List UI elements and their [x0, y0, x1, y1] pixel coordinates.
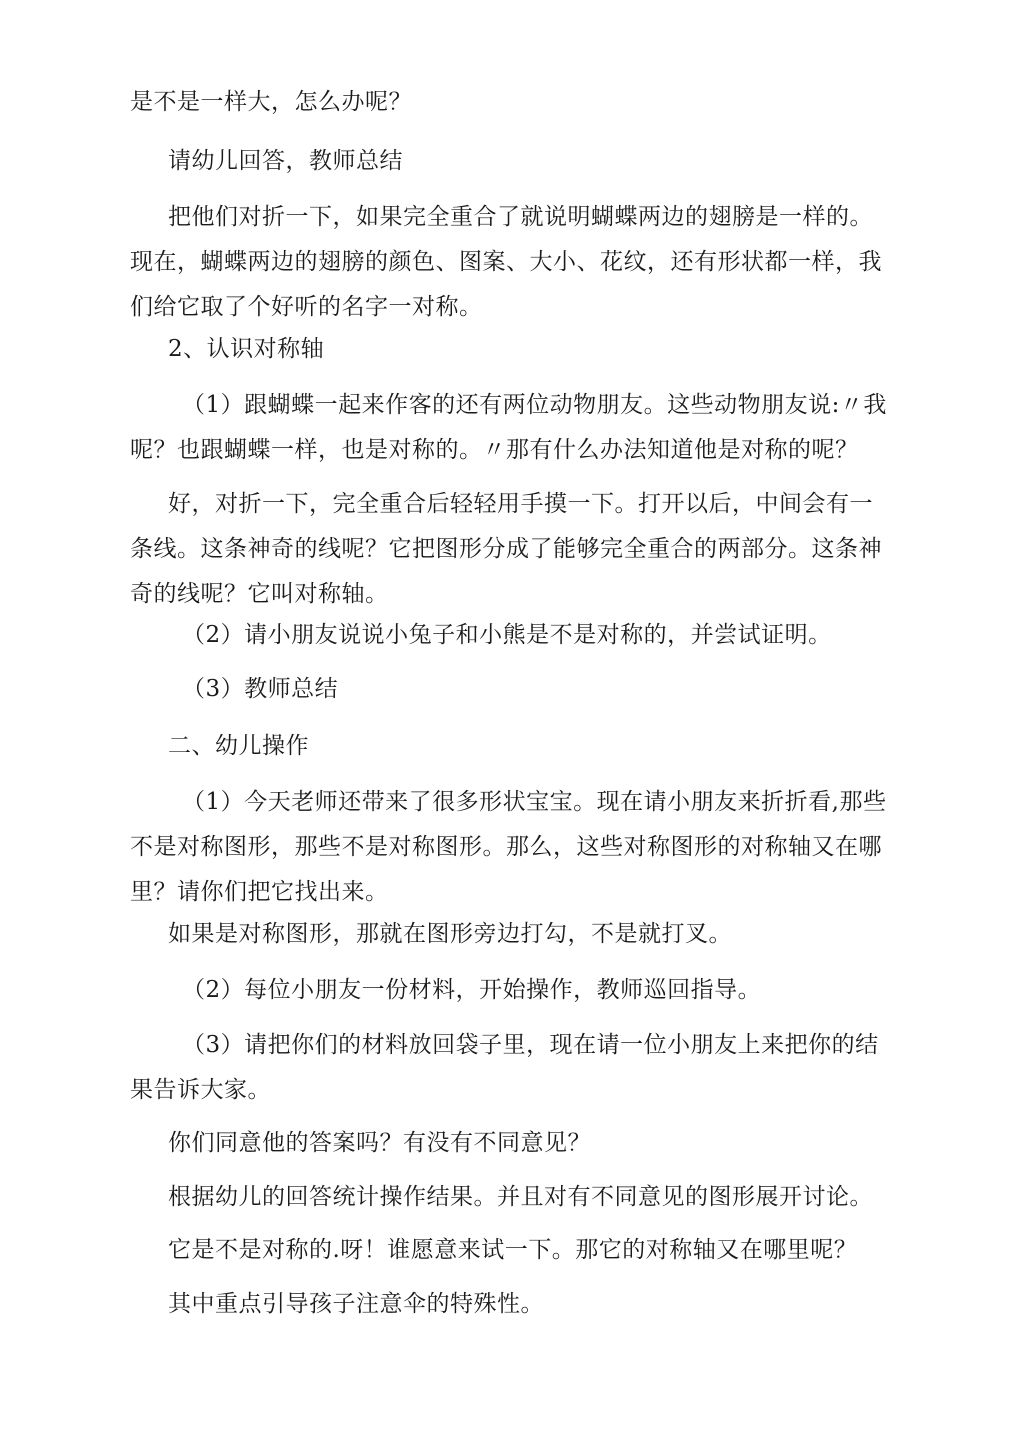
text-line: 请幼儿回答，教师总结: [168, 148, 403, 174]
paragraph-15: [130, 1175, 902, 1220]
text-line: 呢？也跟蝴蝶一样，也是对称的。〃那有什么办法知道他是对称的呢？: [130, 437, 859, 463]
paragraph-12: [130, 968, 902, 1013]
paragraph-3: [130, 195, 902, 330]
text-line: 把他们对折一下，如果完全重合了就说明蝴蝶两边的翅膀是一样的。: [168, 204, 873, 230]
text-line: 是不是一样大，怎么办呢？: [130, 89, 412, 115]
text-line: 不是对称图形，那些不是对称图形。那么，这些对称图形的对称轴又在哪: [130, 834, 882, 860]
text-line: 们给它取了个好听的名字一对称。: [130, 294, 483, 320]
text-line: （2）每位小朋友一份材料，开始操作，教师巡回指导。: [182, 977, 762, 1003]
text-line: 果告诉大家。: [130, 1077, 271, 1103]
paragraph-2: [130, 139, 902, 184]
text-line: 你们同意他的答案吗？有没有不同意见？: [168, 1130, 591, 1156]
text-line: 如果是对称图形，那就在图形旁边打勾，不是就打叉。: [168, 921, 732, 947]
paragraph-8: [130, 667, 902, 712]
paragraph-7: [130, 613, 902, 658]
paragraph-16: [130, 1228, 902, 1273]
text-line: 奇的线呢？它叫对称轴。: [130, 581, 389, 607]
text-line: 它是不是对称的.呀！谁愿意来试一下。那它的对称轴又在哪里呢？: [168, 1237, 858, 1263]
text-line: 条线。这条神奇的线呢？它把图形分成了能够完全重合的两部分。这条神: [130, 536, 882, 562]
text-line: 2、认识对称轴: [168, 336, 325, 362]
text-line: （3）请把你们的材料放回袋子里，现在请一位小朋友上来把你的结: [182, 1032, 879, 1058]
text-line: （1）今天老师还带来了很多形状宝宝。现在请小朋友来折折看,那些: [182, 789, 887, 815]
text-line: 其中重点引导孩子注意伞的特殊性。: [168, 1291, 544, 1317]
paragraph-5: [130, 383, 902, 473]
paragraph-4: [130, 327, 902, 372]
paragraph-11: [130, 912, 902, 957]
text-line: 根据幼儿的回答统计操作结果。并且对有不同意见的图形展开讨论。: [168, 1184, 873, 1210]
text-line: （1）跟蝴蝶一起来作客的还有两位动物朋友。这些动物朋友说:〃我: [182, 392, 887, 418]
paragraph-13: [130, 1023, 902, 1113]
text-line: 二、幼儿操作: [168, 733, 309, 759]
paragraph-17: [130, 1282, 902, 1327]
text-line: （2）请小朋友说说小兔子和小熊是不是对称的，并尝试证明。: [182, 622, 832, 648]
paragraph-1: [130, 80, 902, 125]
text-line: 好，对折一下，完全重合后轻轻用手摸一下。打开以后，中间会有一: [168, 491, 873, 517]
paragraph-14: [130, 1121, 902, 1166]
paragraph-9: [130, 724, 902, 769]
paragraph-10: [130, 780, 902, 915]
paragraph-6: [130, 482, 902, 617]
text-line: 现在，蝴蝶两边的翅膀的颜色、图案、大小、花纹，还有形状都一样，我: [130, 249, 882, 275]
text-line: （3）教师总结: [182, 676, 339, 702]
text-line: 里？请你们把它找出来。: [130, 879, 389, 905]
